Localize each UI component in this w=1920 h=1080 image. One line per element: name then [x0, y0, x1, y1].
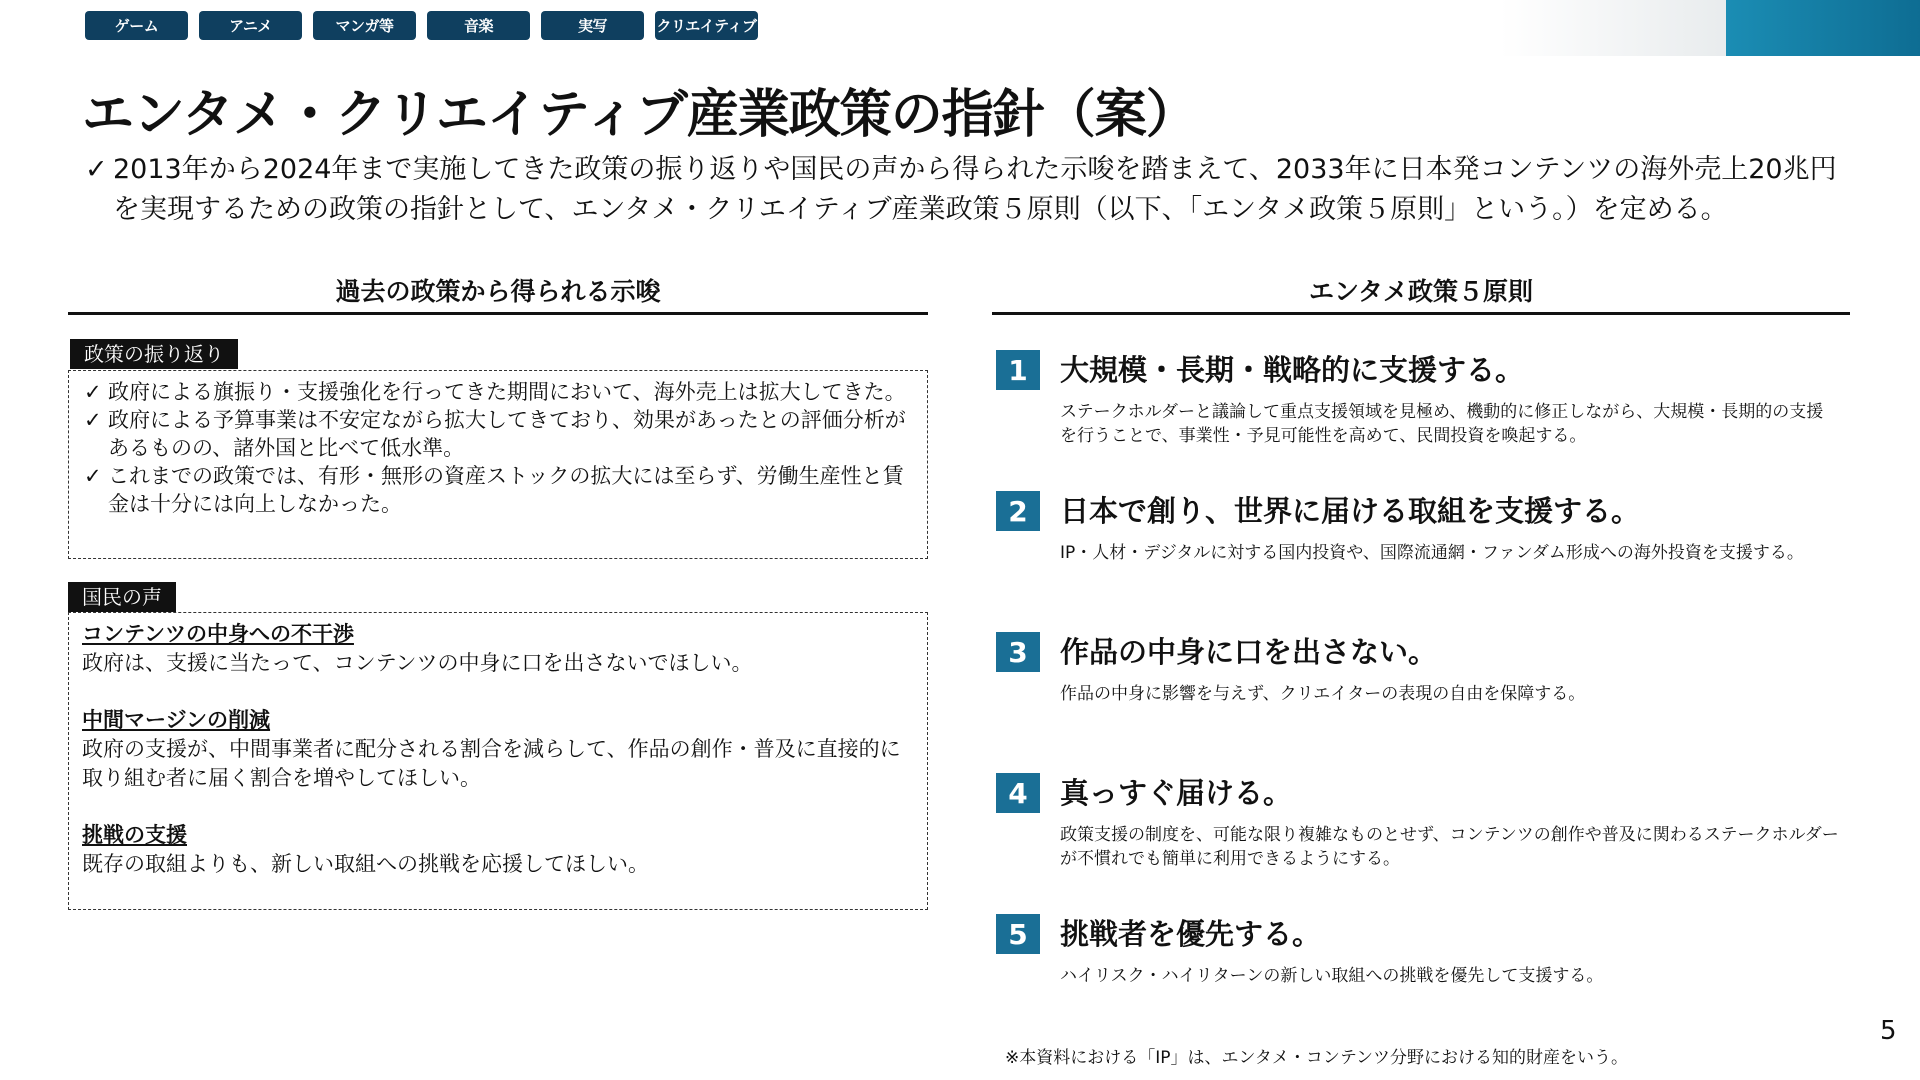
principle-description: ハイリスク・ハイリターンの新しい取組への挑戦を優先して支援する。	[1060, 966, 1604, 986]
principle-title: 日本で創り、世界に届ける取組を支援する。	[1060, 494, 1641, 528]
public-voice-list	[82, 620, 912, 907]
footnote: ※本資料における「IP」は、エンタメ・コンテンツ分野における知的財産をいう。	[1005, 1048, 1628, 1068]
principle-description: 政策支援の制度を、可能な限り複雑なものとせず、コンテンツの創作や普及に関わるステークホルダーが不慣れでも簡単に利用できるようにする。	[1060, 825, 1839, 869]
review-text: これまでの政策では、有形・無形の資産ストックの拡大には至らず、労働生産性と賃金は十分には向上しなかった。	[108, 464, 904, 516]
tag-game: ゲーム	[85, 11, 188, 40]
voice-heading: 中間マージンの削減	[82, 708, 271, 732]
check-icon: ✓	[85, 154, 108, 185]
check-icon: ✓	[84, 408, 102, 432]
page-number: 5	[1880, 1016, 1897, 1046]
list-item	[82, 620, 912, 678]
voice-body: 政府は、支援に当たって、コンテンツの中身に口を出さないでほしい。	[82, 651, 753, 675]
principle-title: 真っすぐ届ける。	[1060, 776, 1293, 810]
principle-number-badge: 5	[996, 914, 1040, 954]
voice-body: 既存の取組よりも、新しい取組への挑戦を応援してほしい。	[82, 852, 649, 876]
principle-number-badge: 1	[996, 350, 1040, 390]
list-item	[84, 406, 914, 462]
public-voice-label: 国民の声	[68, 582, 176, 612]
principle-description: 作品の中身に影響を与えず、クリエイターの表現の自由を保障する。	[1060, 684, 1586, 704]
voice-body: 政府の支援が、中間事業者に配分される割合を減らして、作品の創作・普及に直接的に取り組む者に届く割合を増やしてほしい。	[82, 737, 901, 790]
intro-statement	[85, 150, 1845, 230]
policy-review-list	[84, 378, 914, 518]
list-item	[84, 462, 914, 518]
principle-title: 挑戦者を優先する。	[1060, 917, 1322, 951]
category-tags	[85, 11, 758, 40]
principle-description: ステークホルダーと議論して重点支援領域を見極め、機動的に修正しながら、大規模・長期的の支援を行うことで、事業性・予見可能性を高めて、民間投資を喚起する。	[1060, 402, 1824, 446]
check-icon: ✓	[84, 380, 102, 404]
principle-description: IP・人材・デジタルに対する国内投資や、国際流通網・ファンダム形成への海外投資を支援する。	[1060, 543, 1804, 563]
voice-heading: 挑戦の支援	[82, 823, 187, 847]
principle-number-badge: 4	[996, 773, 1040, 813]
review-text: 政府による予算事業は不安定ながら拡大してきており、効果があったとの評価分析があるものの、諸外国と比べて低水準。	[108, 408, 906, 460]
review-text: 政府による旗振り・支援強化を行ってきた期間において、海外売上は拡大してきた。	[108, 380, 906, 404]
principle-number-badge: 2	[996, 491, 1040, 531]
principle-title: 大規模・長期・戦略的に支援する。	[1060, 353, 1525, 387]
tag-music: 音楽	[427, 11, 530, 40]
list-item	[84, 378, 914, 406]
intro-text: 2013年から2024年まで実施してきた政策の振り返りや国民の声から得られた示唆を踏まえて、2033年に日本発コンテンツの海外売上20兆円を実現するための政策の指針として、エンタメ・クリエイティブ産業政策５原則（以下、「エンタメ政策５原則」という。）を定める。	[113, 154, 1837, 225]
policy-review-label: 政策の振り返り	[70, 339, 238, 369]
check-icon: ✓	[84, 464, 102, 488]
tag-manga: マンガ等	[313, 11, 416, 40]
tag-live-action: 実写	[541, 11, 644, 40]
principle-title: 作品の中身に口を出さない。	[1060, 635, 1438, 669]
list-item	[82, 821, 912, 879]
page-title: エンタメ・クリエイティブ産業政策の指針（案）	[82, 85, 1197, 145]
header-accent-bar	[1726, 0, 1920, 56]
list-item	[82, 706, 912, 793]
principle-number-badge: 3	[996, 632, 1040, 672]
left-column-heading: 過去の政策から得られる示唆	[68, 272, 928, 315]
tag-anime: アニメ	[199, 11, 302, 40]
tag-creative: クリエイティブ	[655, 11, 758, 40]
right-column-heading: エンタメ政策５原則	[992, 272, 1850, 315]
voice-heading: コンテンツの中身への不干渉	[82, 622, 354, 646]
